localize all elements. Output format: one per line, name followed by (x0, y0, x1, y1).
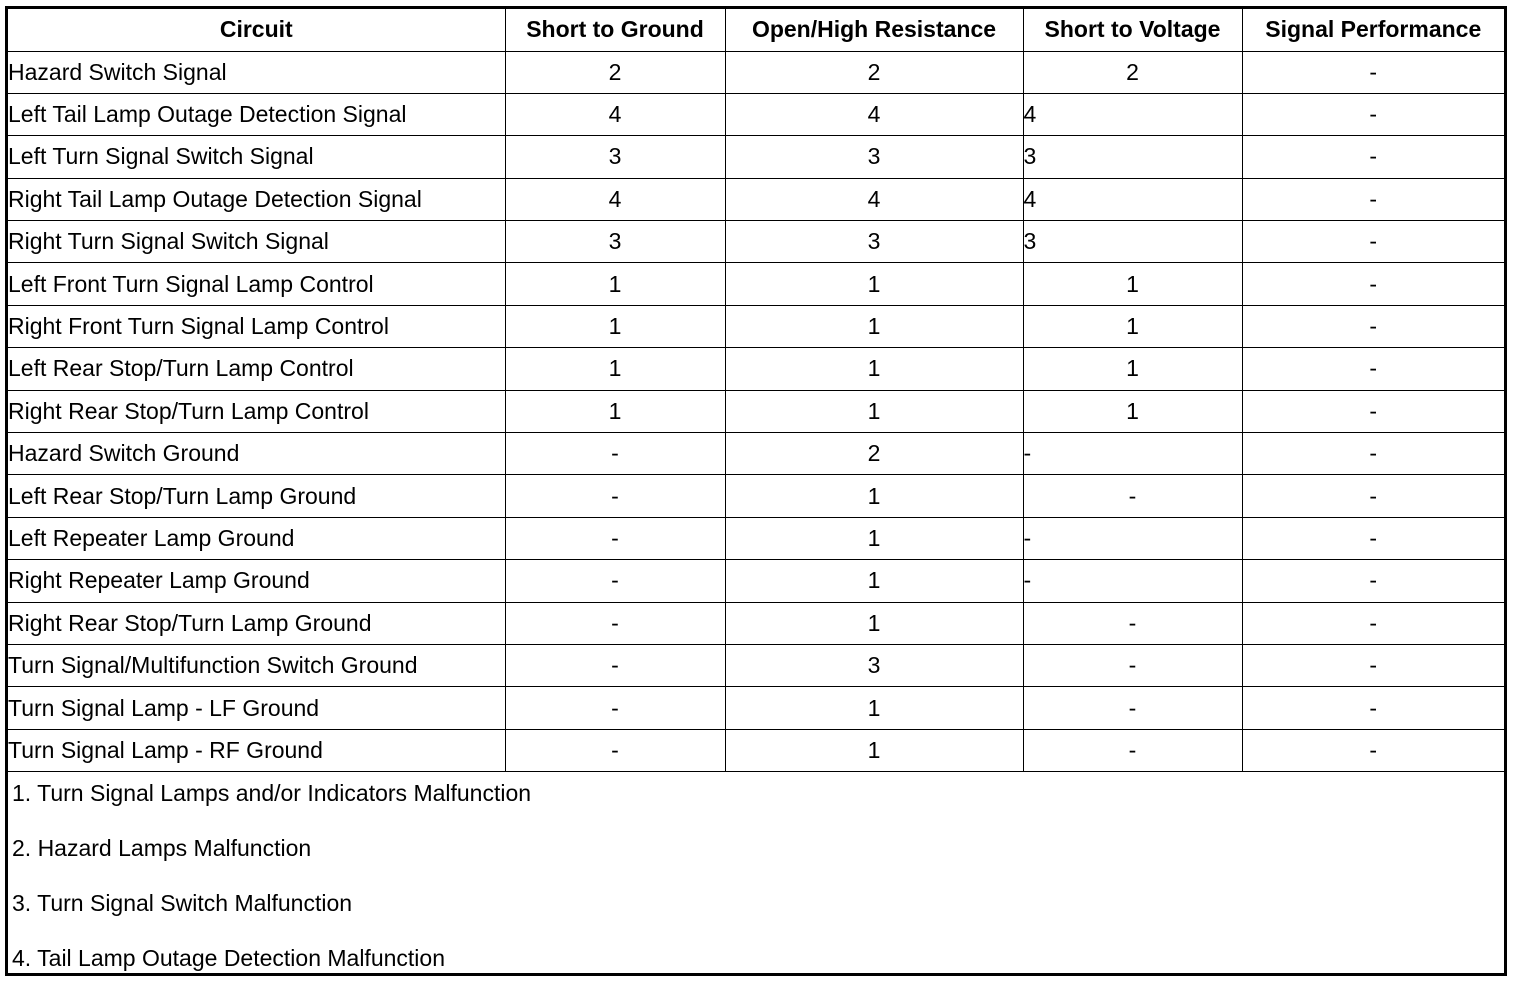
circuit-cell: Turn Signal/Multifunction Switch Ground (8, 644, 505, 686)
circuit-cell: Left Tail Lamp Outage Detection Signal (8, 93, 505, 135)
short-to-ground-cell: 1 (505, 263, 725, 305)
open-high-resistance-cell: 1 (725, 729, 1023, 771)
open-high-resistance-cell: 2 (725, 51, 1023, 93)
short-to-voltage-cell: - (1023, 433, 1242, 475)
circuit-cell: Right Turn Signal Switch Signal (8, 221, 505, 263)
short-to-ground-cell: - (505, 517, 725, 559)
short-to-voltage-cell: - (1023, 602, 1242, 644)
table-row (8, 178, 1504, 220)
table-row (8, 433, 1504, 475)
signal-performance-cell: - (1242, 602, 1504, 644)
short-to-ground-cell: 4 (505, 178, 725, 220)
signal-performance-cell: - (1242, 729, 1504, 771)
circuit-cell: Right Tail Lamp Outage Detection Signal (8, 178, 505, 220)
short-to-voltage-cell: 4 (1023, 93, 1242, 135)
table-row (8, 687, 1504, 729)
circuit-cell: Right Front Turn Signal Lamp Control (8, 305, 505, 347)
signal-performance-cell: - (1242, 305, 1504, 347)
short-to-ground-cell: 1 (505, 305, 725, 347)
short-to-ground-cell: 1 (505, 390, 725, 432)
circuit-cell: Right Rear Stop/Turn Lamp Ground (8, 602, 505, 644)
open-high-resistance-cell: 2 (725, 433, 1023, 475)
open-high-resistance-cell: 1 (725, 305, 1023, 347)
open-high-resistance-cell: 1 (725, 263, 1023, 305)
circuit-cell: Turn Signal Lamp - RF Ground (8, 729, 505, 771)
circuit-cell: Left Rear Stop/Turn Lamp Ground (8, 475, 505, 517)
short-to-voltage-cell: 1 (1023, 263, 1242, 305)
short-to-voltage-cell: - (1023, 644, 1242, 686)
open-high-resistance-cell: 4 (725, 178, 1023, 220)
short-to-ground-cell: 4 (505, 93, 725, 135)
signal-performance-cell: - (1242, 221, 1504, 263)
short-to-ground-cell: 2 (505, 51, 725, 93)
open-high-resistance-cell: 3 (725, 136, 1023, 178)
signal-performance-cell: - (1242, 560, 1504, 602)
short-to-voltage-cell: 3 (1023, 221, 1242, 263)
open-high-resistance-cell: 1 (725, 602, 1023, 644)
short-to-ground-cell: 3 (505, 136, 725, 178)
open-high-resistance-cell: 4 (725, 93, 1023, 135)
open-high-resistance-cell: 1 (725, 348, 1023, 390)
short-to-voltage-cell: 1 (1023, 348, 1242, 390)
table-row (8, 136, 1504, 178)
footnote-2: 2. Hazard Lamps Malfunction (12, 835, 312, 861)
open-high-resistance-cell: 1 (725, 687, 1023, 729)
circuit-cell: Left Turn Signal Switch Signal (8, 136, 505, 178)
short-to-voltage-cell: 1 (1023, 390, 1242, 432)
table-row (8, 263, 1504, 305)
table-row (8, 560, 1504, 602)
header-open-high-resistance: Open/High Resistance (725, 9, 1023, 51)
signal-performance-cell: - (1242, 136, 1504, 178)
signal-performance-cell: - (1242, 390, 1504, 432)
short-to-ground-cell: - (505, 644, 725, 686)
circuit-cell: Right Rear Stop/Turn Lamp Control (8, 390, 505, 432)
open-high-resistance-cell: 1 (725, 517, 1023, 559)
short-to-voltage-cell: 3 (1023, 136, 1242, 178)
open-high-resistance-cell: 3 (725, 221, 1023, 263)
short-to-voltage-cell: - (1023, 475, 1242, 517)
open-high-resistance-cell: 3 (725, 644, 1023, 686)
circuit-cell: Hazard Switch Signal (8, 51, 505, 93)
open-high-resistance-cell: 1 (725, 560, 1023, 602)
short-to-ground-cell: - (505, 729, 725, 771)
table-row (8, 602, 1504, 644)
short-to-voltage-cell: 4 (1023, 178, 1242, 220)
circuit-cell: Right Repeater Lamp Ground (8, 560, 505, 602)
header-short-to-ground: Short to Ground (505, 9, 725, 51)
open-high-resistance-cell: 1 (725, 475, 1023, 517)
signal-performance-cell: - (1242, 93, 1504, 135)
short-to-voltage-cell: 2 (1023, 51, 1242, 93)
short-to-voltage-cell: - (1023, 729, 1242, 771)
circuit-cell: Left Repeater Lamp Ground (8, 517, 505, 559)
short-to-voltage-cell: - (1023, 560, 1242, 602)
footnote-4: 4. Tail Lamp Outage Detection Malfunction (12, 945, 445, 971)
signal-performance-cell: - (1242, 517, 1504, 559)
short-to-voltage-cell: - (1023, 687, 1242, 729)
open-high-resistance-cell: 1 (725, 390, 1023, 432)
table-row (8, 348, 1504, 390)
signal-performance-cell: - (1242, 178, 1504, 220)
short-to-ground-cell: - (505, 433, 725, 475)
short-to-ground-cell: - (505, 602, 725, 644)
table-header-row (8, 9, 1504, 51)
table-row (8, 51, 1504, 93)
header-signal-performance: Signal Performance (1242, 9, 1504, 51)
header-circuit: Circuit (8, 9, 505, 51)
header-short-to-voltage: Short to Voltage (1023, 9, 1242, 51)
circuit-cell: Left Front Turn Signal Lamp Control (8, 263, 505, 305)
signal-performance-cell: - (1242, 433, 1504, 475)
short-to-ground-cell: - (505, 475, 725, 517)
circuit-cell: Left Rear Stop/Turn Lamp Control (8, 348, 505, 390)
circuit-cell: Hazard Switch Ground (8, 433, 505, 475)
circuit-fault-table (8, 9, 1504, 772)
signal-performance-cell: - (1242, 348, 1504, 390)
footnote-3: 3. Turn Signal Switch Malfunction (12, 890, 353, 916)
table-row (8, 93, 1504, 135)
circuit-cell: Turn Signal Lamp - LF Ground (8, 687, 505, 729)
short-to-voltage-cell: - (1023, 517, 1242, 559)
signal-performance-cell: - (1242, 263, 1504, 305)
table-row (8, 305, 1504, 347)
circuit-table-frame (5, 6, 1507, 976)
short-to-voltage-cell: 1 (1023, 305, 1242, 347)
signal-performance-cell: - (1242, 687, 1504, 729)
signal-performance-cell: - (1242, 51, 1504, 93)
footnote-1: 1. Turn Signal Lamps and/or Indicators Malfunction (12, 780, 532, 806)
table-row (8, 221, 1504, 263)
signal-performance-cell: - (1242, 475, 1504, 517)
short-to-ground-cell: - (505, 560, 725, 602)
signal-performance-cell: - (1242, 644, 1504, 686)
table-row (8, 644, 1504, 686)
table-row (8, 729, 1504, 771)
footnotes (8, 771, 1504, 991)
table-row (8, 475, 1504, 517)
short-to-ground-cell: 1 (505, 348, 725, 390)
short-to-ground-cell: - (505, 687, 725, 729)
table-row (8, 517, 1504, 559)
table-row (8, 390, 1504, 432)
short-to-ground-cell: 3 (505, 221, 725, 263)
